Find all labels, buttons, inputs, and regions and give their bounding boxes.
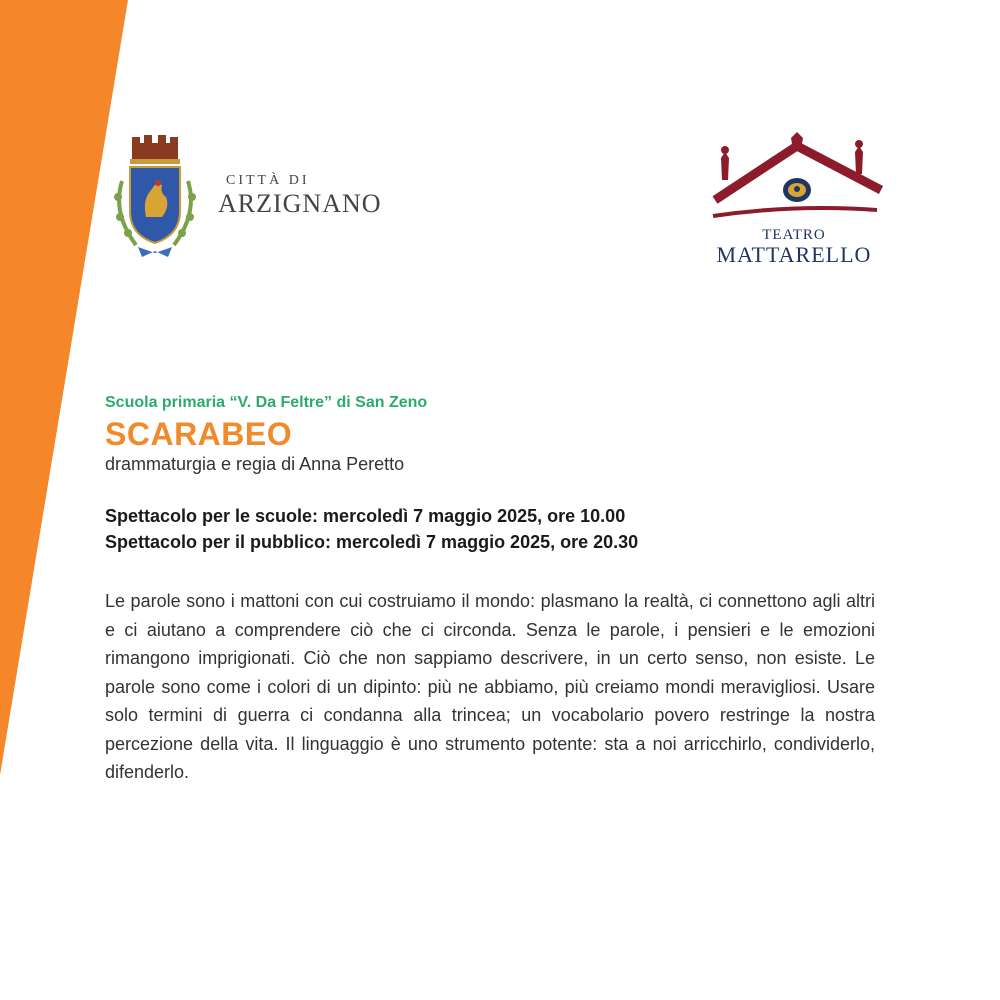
- event-subtitle: drammaturgia e regia di Anna Peretto: [105, 454, 405, 474]
- school-name: Scuola primaria “V. Da Feltre” di San Zeno: [105, 394, 428, 411]
- city-logo: [108, 133, 408, 263]
- theatre-roof-icon: [705, 130, 890, 225]
- teatro-logo-line2: MATTARELLO: [716, 242, 872, 267]
- city-logo-line2: ARZIGNANO: [218, 189, 382, 218]
- city-logo-line1: CITTÀ DI: [226, 173, 310, 188]
- show-times: [105, 503, 875, 555]
- teatro-logo-line1: TEATRO: [762, 227, 826, 243]
- show-public: Spettacolo per il pubblico: mercoledì 7 maggio 2025, ore 20.30: [105, 532, 639, 552]
- event-description: Le parole sono i mattoni con cui costruiamo il mondo: plasmano la realtà, ci connettono agli altri e ci aiutano a comprendere ciò che ci circonda. Senza le parole, i pensieri e le emozioni rimangono imprigionati. Ciò che non sappiamo descrivere, in un certo senso, non esiste. Le parole sono come i colori di un dipinto: più ne abbiamo, più creiamo mondi meravigliosi. Usare solo termini di guerra ci condanna alla trincea; un vocabolario povero restringe la nostra percezione della vita. Il linguaggio è uno strumento potente: sta a noi arricchirlo, condividerlo, difenderlo.: [105, 591, 875, 782]
- city-crest-icon: [108, 133, 198, 261]
- event-content: [105, 392, 875, 787]
- teatro-logo: [705, 130, 890, 270]
- show-schools: Spettacolo per le scuole: mercoledì 7 maggio 2025, ore 10.00: [105, 506, 626, 526]
- event-title: SCARABEO: [105, 416, 293, 452]
